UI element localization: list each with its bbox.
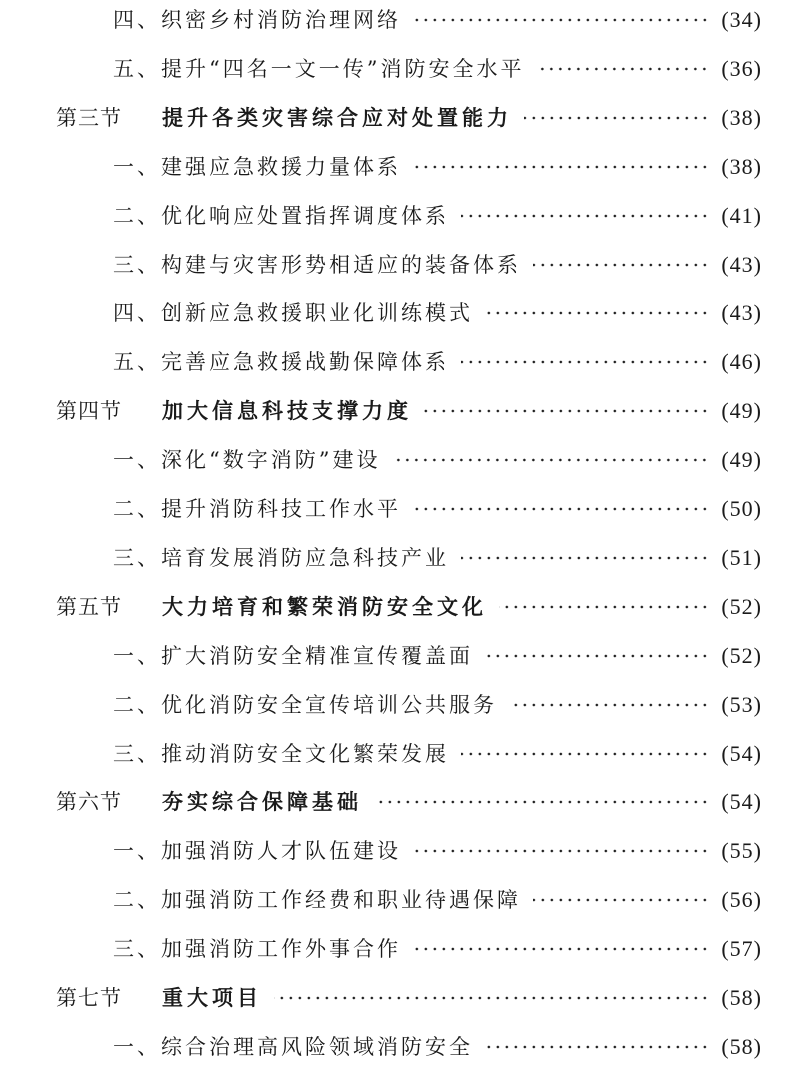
toc-page-number: (34): [721, 7, 762, 32]
dot-leader: [485, 639, 711, 673]
toc-entry-title: 一、扩大消防安全精准宣传覆盖面: [113, 643, 473, 668]
toc-subsection-entry[interactable]: [113, 541, 762, 575]
toc-page-number: (43): [721, 300, 762, 326]
toc-subsection-entry[interactable]: [113, 834, 762, 868]
dot-leader: [499, 590, 711, 624]
toc-section-title: 大力培育和繁荣消防安全文化: [162, 593, 487, 619]
toc-page-number: (49): [721, 398, 762, 424]
toc-page-number: (58): [721, 1033, 762, 1059]
toc-page-number: (52): [721, 593, 762, 619]
toc-entry-title: 五、完善应急救援战勤保障体系: [113, 350, 449, 375]
toc-entry-title: [56, 590, 487, 624]
toc-page-number: (38): [721, 104, 762, 130]
toc-page-number: (36): [721, 55, 762, 81]
toc-entry-title: 二、优化消防安全宣传培训公共服务: [113, 692, 497, 717]
dot-leader: [461, 737, 711, 771]
dot-leader: [424, 394, 711, 428]
toc-section-label: 第六节: [56, 790, 122, 815]
toc-entry-title: 四、织密乡村消防治理网络: [113, 8, 401, 32]
dot-leader: [392, 443, 711, 477]
toc-page-number: (56): [721, 887, 762, 913]
toc-page-number: (49): [721, 447, 762, 473]
toc-entry-title: 二、优化响应处置指挥调度体系: [113, 203, 449, 228]
dot-leader: [413, 3, 711, 37]
toc-entry-title: 三、培育发展消防应急科技产业: [113, 545, 449, 570]
toc-subsection-entry[interactable]: [113, 639, 762, 673]
toc-subsection-entry[interactable]: [113, 52, 762, 86]
toc-page-number: (41): [721, 202, 762, 228]
toc-entry-title: 二、加强消防工作经费和职业待遇保障: [113, 888, 521, 913]
toc-page-number: (54): [721, 740, 762, 766]
toc-section-entry[interactable]: [56, 101, 762, 135]
toc-entry-title: 一、建强应急救援力量体系: [113, 154, 401, 179]
toc-subsection-entry[interactable]: [113, 688, 762, 722]
toc-page-number: (54): [721, 789, 762, 815]
toc-subsection-entry[interactable]: [113, 296, 762, 330]
toc-subsection-entry[interactable]: [113, 345, 762, 379]
dot-leader: [485, 1030, 711, 1064]
toc-entry-title: [56, 394, 412, 428]
toc-subsection-entry[interactable]: [113, 883, 762, 917]
toc-entry-title: 二、提升消防科技工作水平: [113, 497, 401, 521]
toc-entry-title: 三、构建与灾害形势相适应的装备体系: [113, 252, 521, 277]
toc-page-number: (57): [721, 936, 762, 962]
toc-page-number: (53): [721, 691, 762, 717]
toc-page-number: (51): [721, 544, 762, 570]
toc-subsection-entry[interactable]: [113, 3, 762, 37]
dot-leader: [413, 932, 711, 966]
toc-subsection-entry[interactable]: [113, 1030, 762, 1064]
dot-leader: [524, 101, 711, 135]
toc-section-title: 提升各类灾害综合应对处置能力: [162, 104, 512, 130]
toc-subsection-entry[interactable]: [113, 248, 762, 282]
toc-section-label: 第五节: [56, 594, 122, 619]
toc-entry-title: 一、深化“数字消防”建设: [113, 448, 381, 473]
dot-leader: [533, 248, 711, 282]
toc-page-number: (58): [721, 985, 762, 1010]
toc-section-entry[interactable]: [56, 981, 762, 1015]
dot-leader: [461, 199, 711, 233]
toc-entry-title: 五、提升“四名一文一传”消防安全水平: [113, 56, 525, 81]
dot-leader: [413, 492, 711, 526]
toc-section-label: 第四节: [56, 399, 122, 424]
toc-page-number: (43): [721, 251, 762, 277]
toc-subsection-entry[interactable]: [113, 199, 762, 233]
toc-section-title: 夯实综合保障基础: [162, 789, 362, 815]
toc-subsection-entry[interactable]: [113, 443, 762, 477]
toc-subsection-entry[interactable]: [113, 932, 762, 966]
toc-entry-title: 三、推动消防安全文化繁荣发展: [113, 741, 449, 766]
toc-entry-title: 一、加强消防人才队伍建设: [113, 839, 401, 864]
dot-leader: [413, 834, 711, 868]
dot-leader: [274, 981, 711, 1015]
dot-leader: [413, 150, 711, 184]
toc-section-title: 加大信息科技支撑力度: [162, 398, 412, 424]
dot-leader: [485, 296, 711, 330]
toc-page-number: (52): [721, 642, 762, 668]
dot-leader: [533, 883, 711, 917]
dot-leader: [461, 345, 711, 379]
toc-entry-title: 四、创新应急救援职业化训练模式: [113, 301, 473, 326]
toc-entry-title: 三、加强消防工作外事合作: [113, 937, 401, 962]
toc-subsection-entry[interactable]: [113, 492, 762, 526]
toc-subsection-entry[interactable]: [113, 737, 762, 771]
toc-section-title: 重大项目: [162, 985, 262, 1010]
toc-subsection-entry[interactable]: [113, 150, 762, 184]
toc-section-label: 第七节: [56, 986, 122, 1010]
toc-section-entry[interactable]: [56, 394, 762, 428]
toc-page-number: (55): [721, 838, 762, 864]
toc-section-entry[interactable]: [56, 590, 762, 624]
dot-leader: [374, 785, 711, 819]
toc-entry-title: [56, 785, 362, 819]
toc-entry-title: [56, 981, 262, 1015]
dot-leader: [536, 52, 711, 86]
toc-page-number: (38): [721, 153, 762, 179]
toc-entry-title: [56, 101, 512, 135]
dot-leader: [509, 688, 711, 722]
toc-entry-title: 一、综合治理高风险领域消防安全: [113, 1034, 473, 1059]
toc-section-label: 第三节: [56, 105, 122, 130]
toc-section-entry[interactable]: [56, 785, 762, 819]
toc-page-number: (50): [721, 496, 762, 521]
toc-page-number: (46): [721, 349, 762, 375]
dot-leader: [461, 541, 711, 575]
